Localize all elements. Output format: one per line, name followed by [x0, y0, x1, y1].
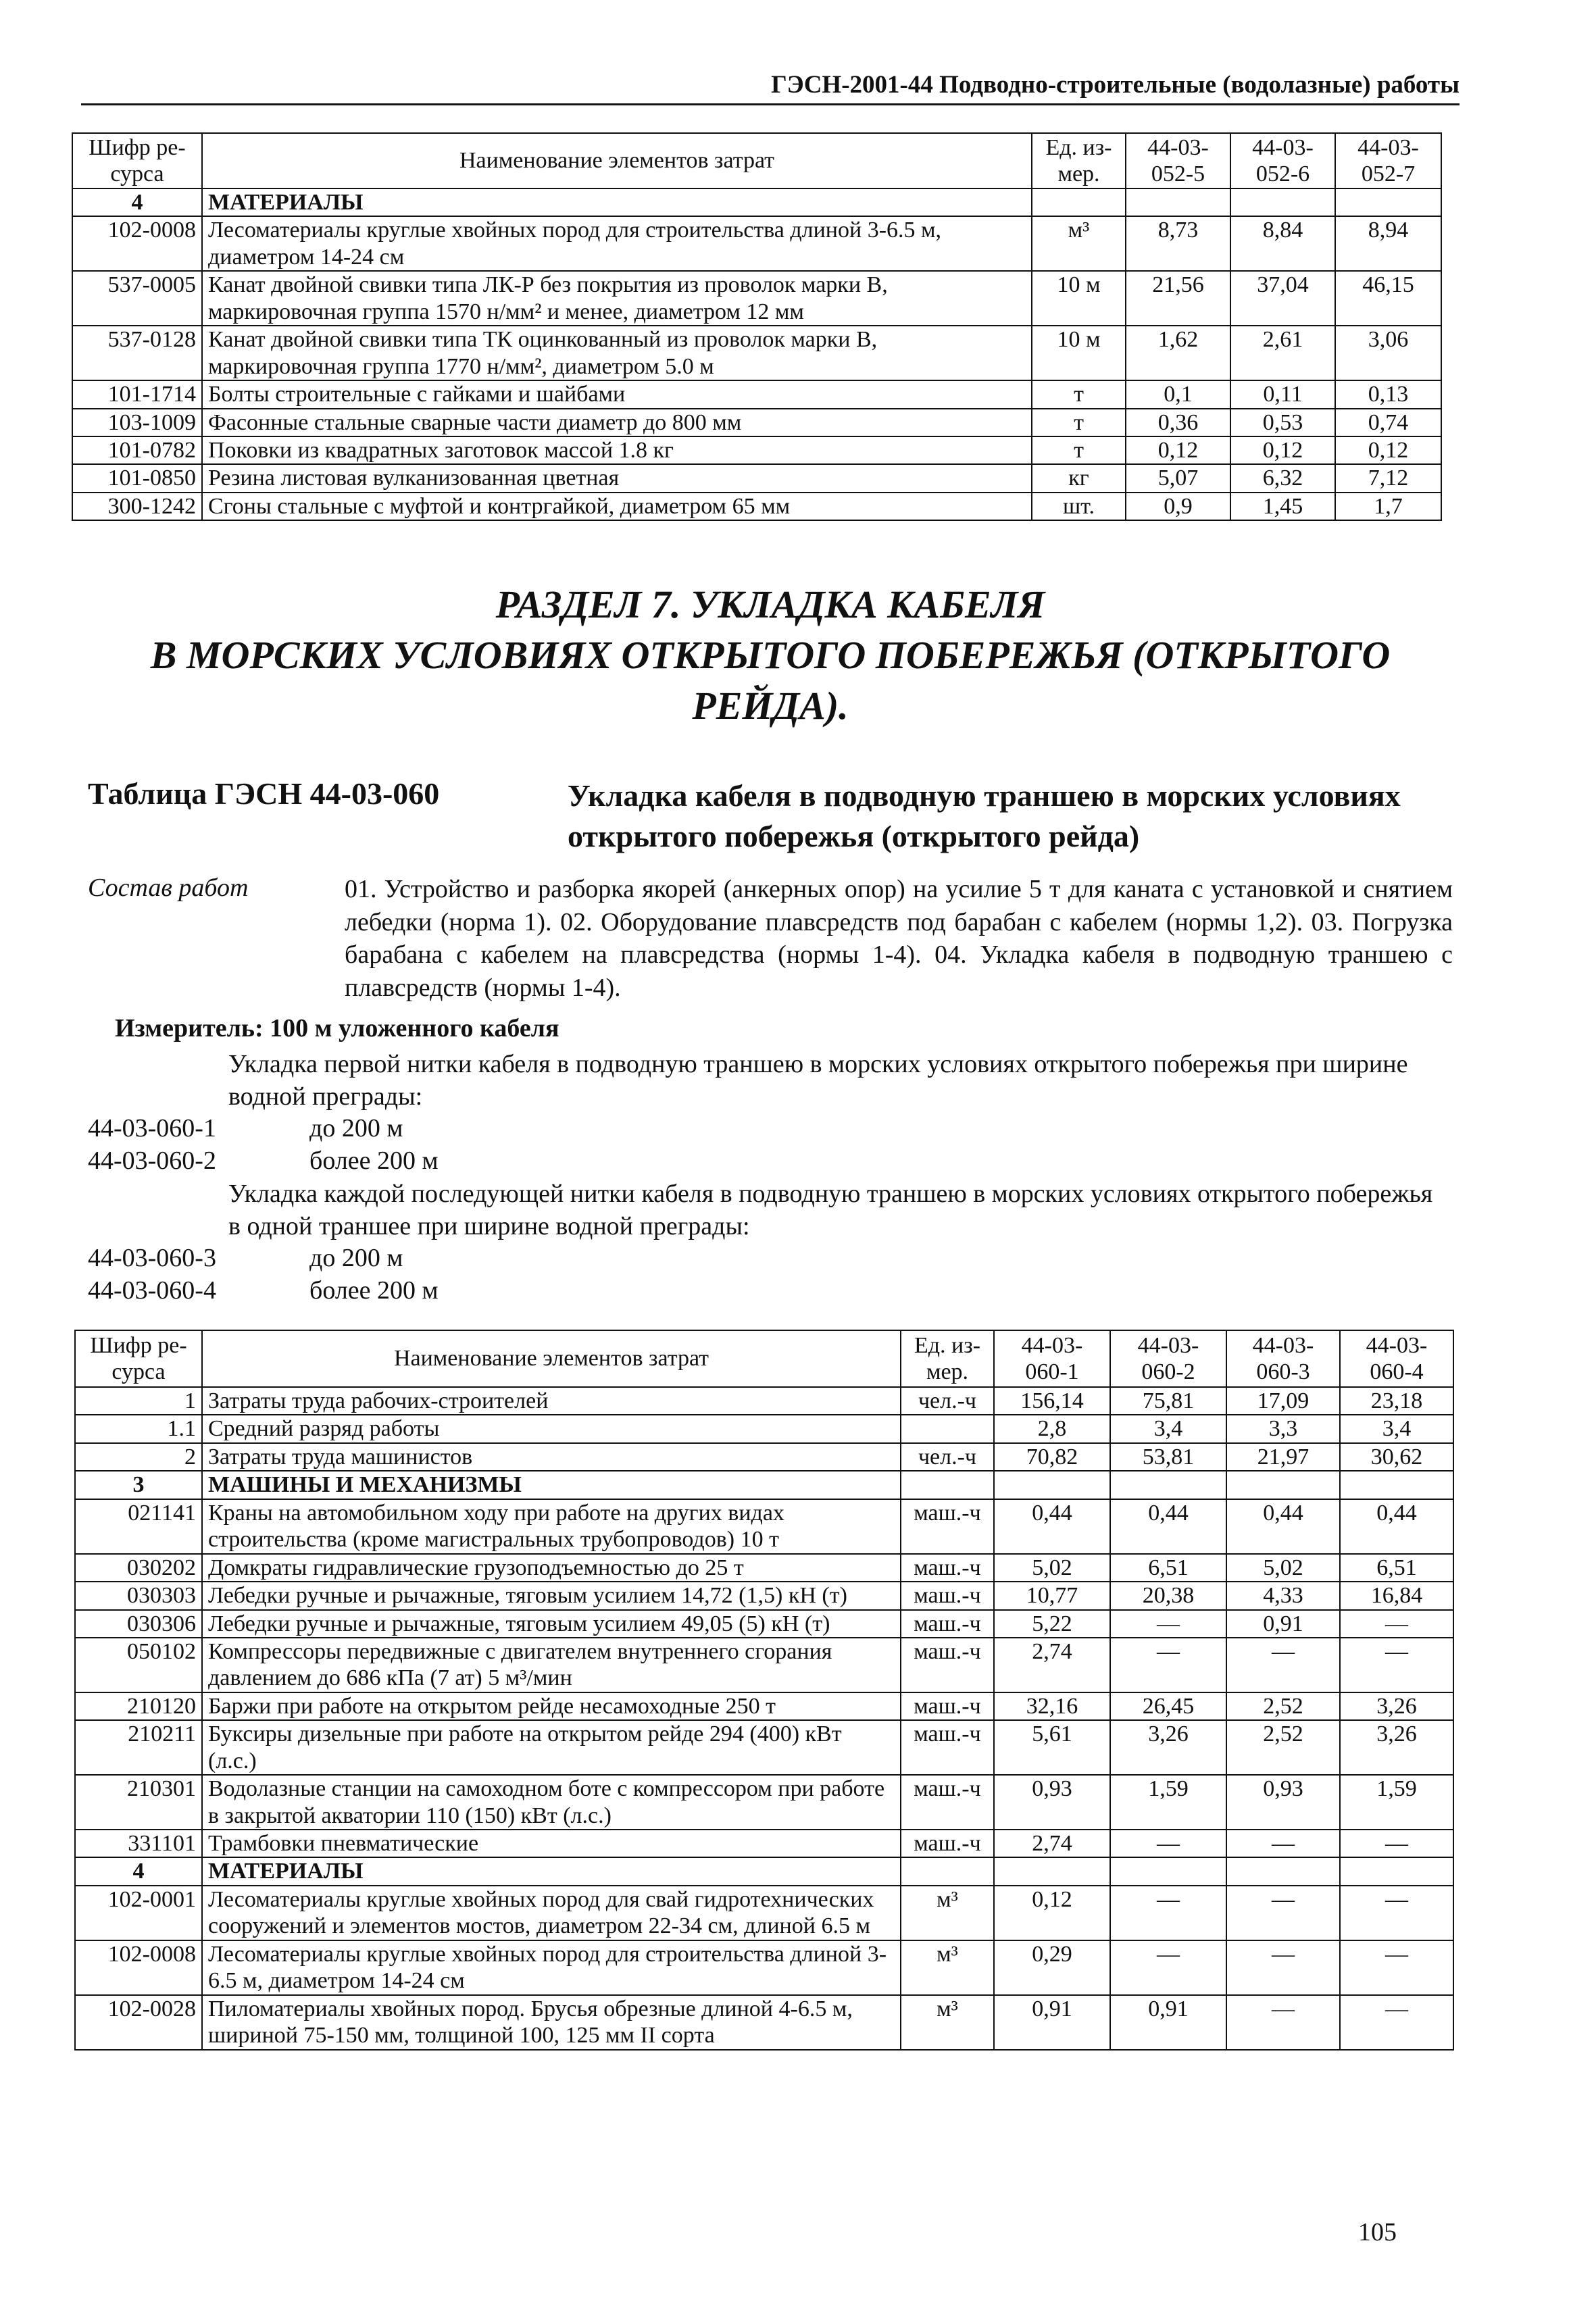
norm-value-3: — — [1226, 1995, 1340, 2050]
table-row — [75, 1499, 1453, 1554]
unit-cell: маш.-ч — [901, 1720, 994, 1775]
header-unit: Ед. из- мер. — [901, 1330, 994, 1387]
norm-value-4: — — [1340, 1886, 1453, 1940]
resource-name: Домкраты гидравлические грузоподъемностью до 25 т — [202, 1554, 901, 1582]
resource-name: Лесоматериалы круглые хвойных пород для свай гидротехнических сооружений и элементов мостов, диаметром 22-34 см, длиной 6.5 м — [202, 1886, 901, 1940]
norm-value-3: 0,12 — [1335, 436, 1441, 464]
resource-code: 102-0008 — [72, 216, 202, 271]
norm-value-1: 10,77 — [994, 1582, 1110, 1609]
resource-name: Водолазные станции на самоходном боте с компрессором при работе в закрытой акватории 110 (150) кВт (л.с.) — [202, 1775, 901, 1830]
header-code: Шифр ре- сурса — [72, 133, 202, 188]
resource-code: 1 — [75, 1387, 202, 1415]
resource-code: 210301 — [75, 1775, 202, 1830]
header-name: Наименование элементов затрат — [202, 133, 1032, 188]
resource-name: Трамбовки пневматические — [202, 1830, 901, 1857]
section-title: МАШИНЫ И МЕХАНИЗМЫ — [202, 1471, 901, 1499]
resource-code: 030202 — [75, 1554, 202, 1582]
norm-value-4: 30,62 — [1340, 1443, 1453, 1471]
unit-cell: м³ — [901, 1995, 994, 2050]
norm-value-3: 21,97 — [1226, 1443, 1340, 1471]
unit-cell: маш.-ч — [901, 1499, 994, 1554]
resource-name: Краны на автомобильном ходу при работе на других видах строительства (кроме магистральных трубопроводов) 10 т — [202, 1499, 901, 1554]
resource-code: 537-0128 — [72, 326, 202, 380]
section-number: 3 — [75, 1471, 202, 1499]
norm-value-1: 1,62 — [1126, 326, 1230, 380]
norm-value-3: — — [1226, 1830, 1340, 1857]
unit-cell: чел.-ч — [901, 1443, 994, 1471]
empty-cell — [901, 1857, 994, 1885]
norm-value-3: 0,93 — [1226, 1775, 1340, 1830]
work-composition-text: 01. Устройство и разборка якорей (анкерных опор) на усилие 5 т для каната с установкой и снятием лебедки (норма 1). 02. Оборудование плавсредств под барабан с кабелем (нормы 1,2). 03. Погрузка барабана с кабелем на плавсредства (нормы 1-4). 04. Укладка кабеля в подводную траншею с плавсредств (нормы 1-4). — [345, 875, 1453, 1002]
table-title: Укладка кабеля в подводную траншею в морских условиях открытого побережья (открытого рейда) — [568, 778, 1401, 853]
norm-value-2: 26,45 — [1110, 1692, 1226, 1720]
norm-value-1: 32,16 — [994, 1692, 1110, 1720]
running-header: ГЭСН-2001-44 Подводно-строительные (водолазные) работы — [81, 70, 1460, 105]
work-composition-label: Состав работ — [88, 874, 249, 902]
unit-cell: чел.-ч — [901, 1387, 994, 1415]
table-label: Таблица ГЭСН 44-03-060 — [88, 776, 440, 811]
norm-value-2: — — [1110, 1610, 1226, 1638]
header-unit: Ед. из- мер. — [1032, 133, 1126, 188]
norm-value: более 200 м — [309, 1147, 439, 1175]
norm-value-2: 0,44 — [1110, 1499, 1226, 1554]
resource-name: Поковки из квадратных заготовок массой 1.8 кг — [202, 436, 1032, 464]
resource-code: 050102 — [75, 1638, 202, 1692]
measurement-unit: Измеритель: 100 м уложенного кабеля — [115, 1014, 559, 1042]
norm-value-3: 0,74 — [1335, 409, 1441, 436]
resource-code: 210211 — [75, 1720, 202, 1775]
norm-value: до 200 м — [309, 1244, 403, 1272]
norm-value-4: — — [1340, 1610, 1453, 1638]
materials-table-052 — [72, 132, 1442, 521]
norm-value-3: 4,33 — [1226, 1582, 1340, 1609]
norm-value-2: — — [1110, 1638, 1226, 1692]
norm-value-3: 5,02 — [1226, 1554, 1340, 1582]
resource-code: 1.1 — [75, 1415, 202, 1442]
section-title: МАТЕРИАЛЫ — [202, 188, 1032, 216]
resource-code: 101-0782 — [72, 436, 202, 464]
norm-value-3: 17,09 — [1226, 1387, 1340, 1415]
resource-code: 030303 — [75, 1582, 202, 1609]
norm-value-2: 2,61 — [1230, 326, 1335, 380]
unit-cell: маш.-ч — [901, 1692, 994, 1720]
norm-group-2-description: Укладка каждой последующей нитки кабеля в подводную траншею в морских условиях открытого побережья в одной траншее при ширине водной преграды: — [228, 1180, 1433, 1240]
header-code: Шифр ре- сурса — [75, 1330, 202, 1387]
table-row — [75, 1610, 1453, 1638]
norm-value-1: 0,12 — [994, 1886, 1110, 1940]
norm-value-4: 3,26 — [1340, 1720, 1453, 1775]
norm-value-3: 3,06 — [1335, 326, 1441, 380]
section-title-line-2: В МОРСКИХ УСЛОВИЯХ ОТКРЫТОГО ПОБЕРЕЖЬЯ (ОТКРЫТОГО — [150, 633, 1391, 677]
empty-cell — [994, 1857, 1110, 1885]
norm-value-4: 3,26 — [1340, 1692, 1453, 1720]
norm-value-2: 20,38 — [1110, 1582, 1226, 1609]
norm-value-1: 21,56 — [1126, 271, 1230, 326]
table-row — [72, 436, 1441, 464]
norm-value-1: 5,07 — [1126, 464, 1230, 492]
norm-value-4: 6,51 — [1340, 1554, 1453, 1582]
norm-value-4: — — [1340, 1830, 1453, 1857]
table-row — [75, 1775, 1453, 1830]
table-row — [72, 380, 1441, 408]
resource-name: Компрессоры передвижные с двигателем внутреннего сгорания давлением до 686 кПа (7 ат) 5 м³/мин — [202, 1638, 901, 1692]
unit-cell: м³ — [1032, 216, 1126, 271]
empty-cell — [1340, 1471, 1453, 1499]
resource-code: 300-1242 — [72, 493, 202, 520]
empty-cell — [1110, 1857, 1226, 1885]
norm-value-3: — — [1226, 1886, 1340, 1940]
table-row — [72, 464, 1441, 492]
table-header-row — [75, 1330, 1453, 1387]
table-row — [75, 1830, 1453, 1857]
resource-code: 021141 — [75, 1499, 202, 1554]
norm-value-3: — — [1226, 1638, 1340, 1692]
resource-name: Лесоматериалы круглые хвойных пород для строительства длиной 3-6.5 м, диаметром 14-24 см — [202, 216, 1032, 271]
resource-name: Баржи при работе на открытом рейде несамоходные 250 т — [202, 1692, 901, 1720]
unit-cell: т — [1032, 380, 1126, 408]
norm-value-1: 5,22 — [994, 1610, 1110, 1638]
norm-value-3: 0,91 — [1226, 1610, 1340, 1638]
table-row — [75, 1995, 1453, 2050]
norm-value-2: — — [1110, 1830, 1226, 1857]
norm-value-4: 1,59 — [1340, 1775, 1453, 1830]
norm-code: 44-03-060-4 — [88, 1276, 216, 1305]
norm-value-2: 53,81 — [1110, 1443, 1226, 1471]
section-title-line-1: РАЗДЕЛ 7. УКЛАДКА КАБЕЛЯ — [495, 582, 1045, 626]
resource-name: Канат двойной свивки типа ТК оцинкованный из проволок марки В, маркировочная группа 1770 н/мм², диаметром 5.0 м — [202, 326, 1032, 380]
norm-value-1: 156,14 — [994, 1387, 1110, 1415]
norm-value: более 200 м — [309, 1276, 439, 1305]
header-norm-3: 44-03- 060-3 — [1226, 1330, 1340, 1387]
empty-cell — [1226, 1471, 1340, 1499]
norm-value-1: 0,44 — [994, 1499, 1110, 1554]
resource-name: Резина листовая вулканизованная цветная — [202, 464, 1032, 492]
norm-value-4: 16,84 — [1340, 1582, 1453, 1609]
norm-value-2: 37,04 — [1230, 271, 1335, 326]
resource-name: Фасонные стальные сварные части диаметр до 800 мм — [202, 409, 1032, 436]
norm-value-1: 5,02 — [994, 1554, 1110, 1582]
resource-name: Буксиры дизельные при работе на открытом рейде 294 (400) кВт (л.с.) — [202, 1720, 901, 1775]
table-header-row — [72, 133, 1441, 188]
header-norm-1: 44-03- 052-5 — [1126, 133, 1230, 188]
resource-code: 101-1714 — [72, 380, 202, 408]
resource-code: 210120 — [75, 1692, 202, 1720]
norm-value-2: — — [1110, 1940, 1226, 1995]
norm-value-3: 7,12 — [1335, 464, 1441, 492]
norm-code: 44-03-060-2 — [88, 1147, 216, 1175]
unit-cell: 10 м — [1032, 271, 1126, 326]
section-number: 4 — [72, 188, 202, 216]
unit-cell: м³ — [901, 1886, 994, 1940]
norm-value-2: 75,81 — [1110, 1387, 1226, 1415]
resource-code: 2 — [75, 1443, 202, 1471]
header-norm-2: 44-03- 052-6 — [1230, 133, 1335, 188]
norm-value-1: 0,93 — [994, 1775, 1110, 1830]
norm-value: до 200 м — [309, 1114, 403, 1142]
table-row — [75, 1582, 1453, 1609]
norm-value-2: 6,32 — [1230, 464, 1335, 492]
unit-cell: маш.-ч — [901, 1554, 994, 1582]
unit-cell: маш.-ч — [901, 1582, 994, 1609]
norm-value-3: 3,3 — [1226, 1415, 1340, 1442]
section-number: 4 — [75, 1857, 202, 1885]
norm-value-2: 3,4 — [1110, 1415, 1226, 1442]
resource-name: Болты строительные с гайками и шайбами — [202, 380, 1032, 408]
norm-value-3: 1,7 — [1335, 493, 1441, 520]
norm-value-1: 0,9 — [1126, 493, 1230, 520]
table-row — [75, 1415, 1453, 1442]
unit-cell: шт. — [1032, 493, 1126, 520]
table-row — [75, 1443, 1453, 1471]
resource-name: Канат двойной свивки типа ЛК-Р без покрытия из проволок марки В, маркировочная группа 1570 н/мм² и менее, диаметром 12 мм — [202, 271, 1032, 326]
table-row — [75, 1387, 1453, 1415]
norm-value-1: 0,12 — [1126, 436, 1230, 464]
table-row — [72, 493, 1441, 520]
resource-code: 102-0028 — [75, 1995, 202, 2050]
norm-value-2: 1,59 — [1110, 1775, 1226, 1830]
norm-value-2: — — [1110, 1886, 1226, 1940]
unit-cell: 10 м — [1032, 326, 1126, 380]
norm-value-3: 2,52 — [1226, 1720, 1340, 1775]
resource-code: 102-0001 — [75, 1886, 202, 1940]
table-row — [72, 216, 1441, 271]
section-row-machines — [75, 1471, 1453, 1499]
norm-group-1-description: Укладка первой нитки кабеля в подводную траншею в морских условиях открытого побережья при ширине водной преграды: — [228, 1050, 1408, 1111]
norm-value-4: — — [1340, 1995, 1453, 2050]
table-row — [75, 1692, 1453, 1720]
norm-value-1: 5,61 — [994, 1720, 1110, 1775]
unit-cell: кг — [1032, 464, 1126, 492]
norm-value-3: 0,13 — [1335, 380, 1441, 408]
section-row-materials — [72, 188, 1441, 216]
unit-cell: т — [1032, 436, 1126, 464]
norm-value-2: 0,53 — [1230, 409, 1335, 436]
norm-value-1: 0,29 — [994, 1940, 1110, 1995]
unit-cell: маш.-ч — [901, 1775, 994, 1830]
norm-value-2: 0,11 — [1230, 380, 1335, 408]
empty-cell — [1340, 1857, 1453, 1885]
norm-value-3: 46,15 — [1335, 271, 1441, 326]
resource-code: 103-1009 — [72, 409, 202, 436]
resource-code: 101-0850 — [72, 464, 202, 492]
norm-value-1: 2,74 — [994, 1638, 1110, 1692]
header-norm-2: 44-03- 060-2 — [1110, 1330, 1226, 1387]
table-row — [75, 1638, 1453, 1692]
section-title: МАТЕРИАЛЫ — [202, 1857, 901, 1885]
norm-value-4: — — [1340, 1940, 1453, 1995]
norm-value-2: 6,51 — [1110, 1554, 1226, 1582]
unit-cell: маш.-ч — [901, 1638, 994, 1692]
table-row — [72, 409, 1441, 436]
norm-value-1: 8,73 — [1126, 216, 1230, 271]
table-row — [72, 326, 1441, 380]
norm-value-3: 0,44 — [1226, 1499, 1340, 1554]
section-row-materials — [75, 1857, 1453, 1885]
unit-cell: м³ — [901, 1940, 994, 1995]
resource-code: 331101 — [75, 1830, 202, 1857]
table-row — [75, 1720, 1453, 1775]
norm-value-1: 0,1 — [1126, 380, 1230, 408]
empty-cell — [1226, 1857, 1340, 1885]
norm-value-4: 23,18 — [1340, 1387, 1453, 1415]
norm-value-1: 70,82 — [994, 1443, 1110, 1471]
empty-cell — [901, 1471, 994, 1499]
resource-code: 030306 — [75, 1610, 202, 1638]
page-number: 105 — [1358, 2218, 1397, 2246]
empty-cell — [994, 1471, 1110, 1499]
header-norm-3: 44-03- 052-7 — [1335, 133, 1441, 188]
resource-name: Пиломатериалы хвойных пород. Брусья обрезные длиной 4-6.5 м, шириной 75-150 мм, толщиной 100, 125 мм II сорта — [202, 1995, 901, 2050]
resource-name: Затраты труда рабочих-строителей — [202, 1387, 901, 1415]
norm-value-2: 3,26 — [1110, 1720, 1226, 1775]
resource-name: Лебедки ручные и рычажные, тяговым усилием 49,05 (5) кН (т) — [202, 1610, 901, 1638]
resource-name: Лебедки ручные и рычажные, тяговым усилием 14,72 (1,5) кН (т) — [202, 1582, 901, 1609]
unit-cell: т — [1032, 409, 1126, 436]
norm-value-2: 1,45 — [1230, 493, 1335, 520]
header-norm-1: 44-03- 060-1 — [994, 1330, 1110, 1387]
norm-code: 44-03-060-1 — [88, 1114, 216, 1142]
header-name: Наименование элементов затрат — [202, 1330, 901, 1387]
resource-code: 537-0005 — [72, 271, 202, 326]
norm-value-1: 0,91 — [994, 1995, 1110, 2050]
table-row — [75, 1554, 1453, 1582]
header-norm-4: 44-03- 060-4 — [1340, 1330, 1453, 1387]
empty-cell — [1110, 1471, 1226, 1499]
norm-value-1: 2,74 — [994, 1830, 1110, 1857]
table-row — [75, 1886, 1453, 1940]
norm-value-4: 3,4 — [1340, 1415, 1453, 1442]
section-title-line-3: РЕЙДА). — [692, 684, 849, 728]
norm-value-1: 2,8 — [994, 1415, 1110, 1442]
table-row — [75, 1940, 1453, 1995]
norm-value-4: — — [1340, 1638, 1453, 1692]
resources-table-060 — [74, 1330, 1454, 2051]
norm-value-2: 0,12 — [1230, 436, 1335, 464]
norm-value-4: 0,44 — [1340, 1499, 1453, 1554]
norm-value-2: 8,84 — [1230, 216, 1335, 271]
unit-cell: маш.-ч — [901, 1830, 994, 1857]
norm-value-3: 2,52 — [1226, 1692, 1340, 1720]
resource-name: Сгоны стальные с муфтой и контргайкой, диаметром 65 мм — [202, 493, 1032, 520]
norm-value-1: 0,36 — [1126, 409, 1230, 436]
norm-value-3: 8,94 — [1335, 216, 1441, 271]
resource-name: Лесоматериалы круглые хвойных пород для строительства длиной 3-6.5 м, диаметром 14-24 см — [202, 1940, 901, 1995]
norm-code: 44-03-060-3 — [88, 1244, 216, 1272]
unit-cell — [901, 1415, 994, 1442]
unit-cell: маш.-ч — [901, 1610, 994, 1638]
resource-name: Затраты труда машинистов — [202, 1443, 901, 1471]
resource-name: Средний разряд работы — [202, 1415, 901, 1442]
resource-code: 102-0008 — [75, 1940, 202, 1995]
norm-value-2: 0,91 — [1110, 1995, 1226, 2050]
norm-value-3: — — [1226, 1940, 1340, 1995]
table-row — [72, 271, 1441, 326]
